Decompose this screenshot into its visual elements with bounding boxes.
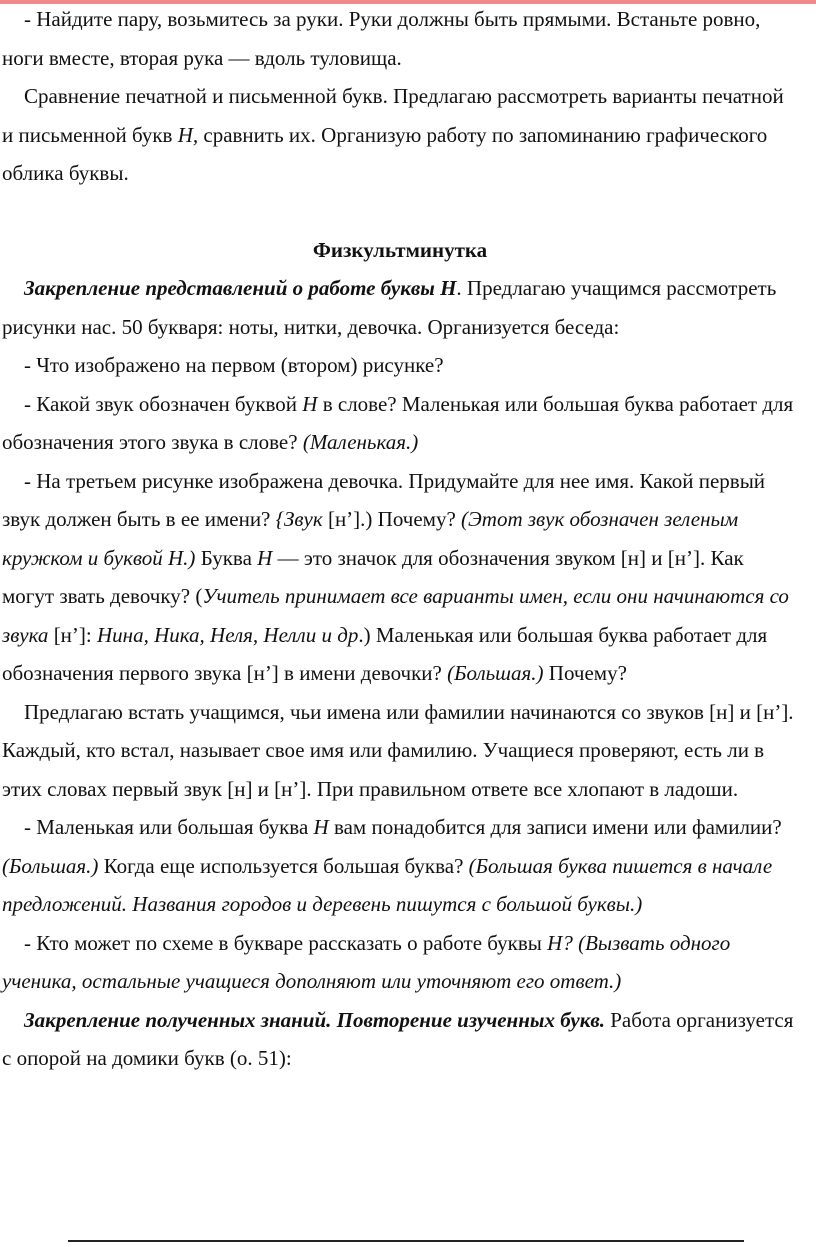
text: - Какой звук обозначен буквой [24,391,303,416]
text: Почему? [543,661,627,685]
text: - На третьем рисунке изображена девочка. Придумайте для нее имя. Какой первый звук должен быть в ее имени? [2,468,766,531]
text-italic: (Маленькая.) [302,430,419,454]
paragraph-question-1 [0,346,816,385]
text: [н’].) Почему? [322,507,462,531]
text: - Найдите пару, возьмитесь за руки. Руки должны быть прямыми. Встаньте ровно, ноги вместе, вторая рука — вдоль туловища. [2,7,761,70]
text: - Кто может по схеме в букваре рассказать о работе буквы [24,930,548,955]
text-italic: (Большая.) [2,853,99,878]
text: Когда еще используется большая буква? [98,853,469,878]
text: Сравнение печатной и письменной букв. Предлагаю рассмотреть варианты печатной и письменной букв [2,84,784,147]
text: в слове? Маленькая или большая буква работает для обозначения этого звука в слове? [2,391,794,454]
text-italic: Н [302,391,318,416]
text-italic: Н [257,545,273,570]
text: Работа организуется с опорой на домики букв (о. 51): [2,1007,794,1070]
text: Предлагаю встать учащимся, чьи имена или фамилии начинаются со звуков [н] и [н’]. Каждый, кто встал, называет свое имя или фамилию. Учащиеся проверяют, есть ли в этих словах первый звук [н] и [н’]. При правильном ответе все хлопают в ладоши. [2,699,794,801]
paragraph-question-2 [0,385,816,462]
text-italic: Учитель принимает все варианты имен, если они начинаются со звука [2,584,789,647]
text: — это значок для обозначения звуком [н] и [н’]. Как могут звать девочку? ( [2,545,744,608]
paragraph-instruction [0,0,816,77]
paragraph-review [0,1001,816,1078]
text-italic: (Большая буква пишется в начале предложений. Названия городов и деревень пишутся с большой буквы.) [2,853,773,916]
text: - Что изображено на первом (втором) рисунке? [24,353,444,377]
text-italic: Нина, Ника, Неля, Нелли и др [97,622,359,647]
text: . Предлагаю учащимся рассмотреть рисунки нас. 50 букваря: ноты, нитки, девочка. Организуется беседа: [2,276,777,339]
text-bold-italic: Закрепление представлений о работе буквы Н [24,276,457,300]
text: Буква [195,545,258,570]
text: - Маленькая или большая буква [24,815,314,839]
text-bold-italic: Закрепление полученных знаний. Повторение изученных букв. [24,1007,605,1032]
text: [н’]: [48,622,97,647]
paragraph-question-4 [0,808,816,924]
footer-divider [68,1240,744,1242]
paragraph-consolidation [0,269,816,346]
section-heading: Физкультминутка [312,237,488,262]
text-italic: Н [313,815,329,839]
text-italic: (Большая.) [447,661,544,685]
text: вам понадобится для записи имени или фамилии? [328,815,782,839]
paragraph-question-5 [0,924,816,1001]
text: сравнить их. Организую работу по запоминанию графического облика буквы. [2,122,768,185]
text-italic: Н? (Вызвать одного ученика, остальные учащиеся дополняют или уточняют его ответ.) [2,930,731,993]
text-italic: Н, [177,122,199,147]
text-italic: (Этот звук обозначен зеленым кружком и буквой Н.) [2,507,739,570]
text-italic: {Звук [275,507,323,531]
paragraph-comparison [0,77,816,193]
paragraph-question-3 [0,462,816,693]
paragraph-activity [0,693,816,809]
text: .) Маленькая или большая буква работает для обозначения первого звука [н’] в имени девочки? [2,622,768,685]
